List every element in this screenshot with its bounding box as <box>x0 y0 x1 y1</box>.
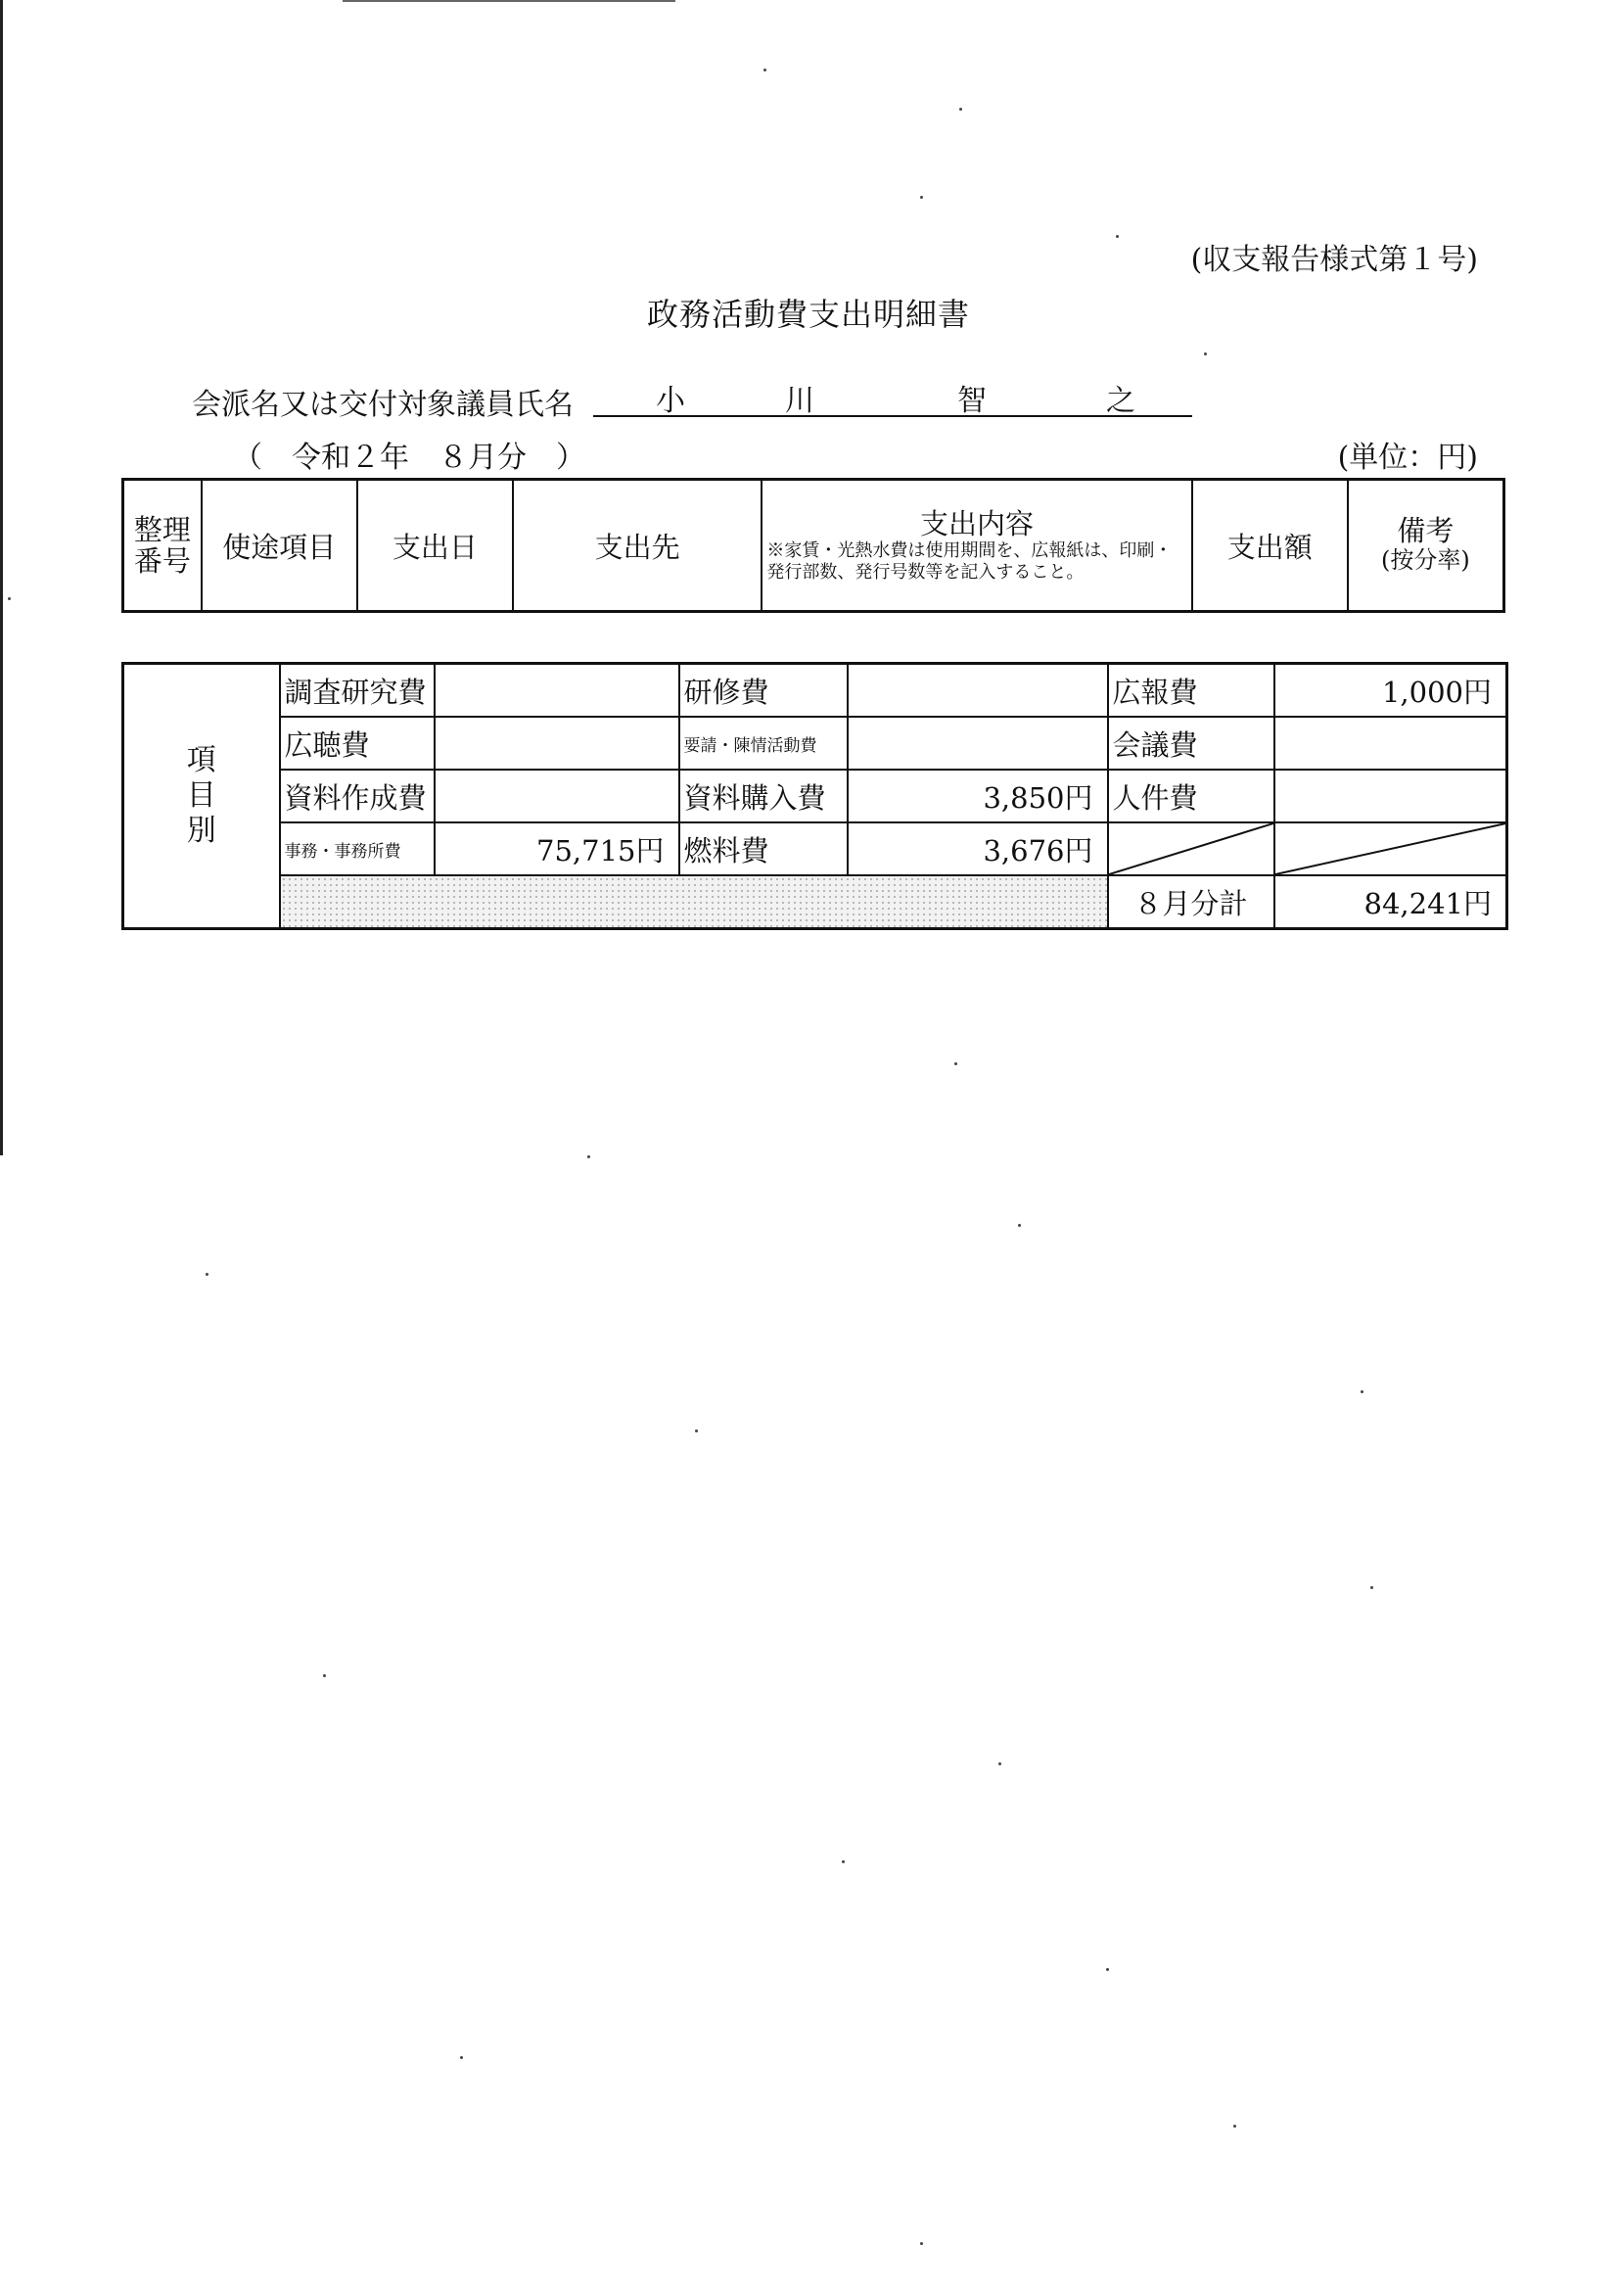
scan-speck <box>695 1429 698 1432</box>
scan-speck <box>1370 1586 1373 1589</box>
diagonal-slash <box>1275 823 1506 874</box>
category-label: 人件費 <box>1108 770 1274 822</box>
scan-edge-line <box>0 0 3 1155</box>
category-label: 調査研究費 <box>280 664 435 718</box>
scan-speck <box>323 1674 326 1677</box>
category-amount <box>435 717 679 770</box>
scan-speck <box>763 69 766 71</box>
reporting-period: （ 令和２年 ８月分 ） <box>233 441 585 475</box>
scan-speck <box>842 1860 845 1863</box>
category-label: 広聴費 <box>280 717 435 770</box>
name-char-2: 川 <box>785 384 814 418</box>
header-use: 使途項目 <box>202 480 357 612</box>
category-label: 資料作成費 <box>280 770 435 822</box>
header-remarks <box>1348 480 1504 612</box>
header-payee: 支出先 <box>513 480 762 612</box>
category-amount <box>1274 717 1507 770</box>
scan-speck <box>460 2056 463 2059</box>
name-char-3: 智 <box>957 384 987 418</box>
category-amount: 1,000円 <box>1274 664 1507 718</box>
header-number-line1: 整理 <box>133 513 191 546</box>
scan-speck <box>920 2242 923 2245</box>
scan-speck <box>1204 352 1207 355</box>
header-amount: 支出額 <box>1192 480 1348 612</box>
unused-cell <box>1108 822 1274 875</box>
name-char-1: 小 <box>656 384 685 418</box>
category-amount: 75,715円 <box>435 822 679 875</box>
category-amount <box>848 664 1108 718</box>
category-label: 要請・陳情活動費 <box>679 717 848 770</box>
document-title: 政務活動費支出明細書 <box>646 296 970 333</box>
scan-speck <box>206 1273 208 1276</box>
header-remarks-sub: (按分率) <box>1381 546 1470 574</box>
category-summary-table <box>121 662 1508 930</box>
unused-cell <box>1274 822 1507 875</box>
header-date: 支出日 <box>357 480 513 612</box>
header-number-line2: 番号 <box>133 544 191 578</box>
total-amount: 84,241円 <box>1274 875 1507 929</box>
header-content-note: ※家賃・光熱水費は使用期間を、広報紙は、印刷・発行部数、発行号数等を記入すること。 <box>766 540 1173 583</box>
form-number: (収支報告様式第１号) <box>1190 243 1478 277</box>
category-amount <box>435 770 679 822</box>
category-label: 燃料費 <box>679 822 848 875</box>
scan-speck <box>954 1062 957 1065</box>
category-label: 広報費 <box>1108 664 1274 718</box>
header-content-title: 支出内容 <box>920 507 1035 540</box>
unit-label: (単位：円) <box>1337 441 1478 475</box>
header-content <box>762 480 1191 612</box>
scan-speck <box>920 196 923 199</box>
category-amount: 3,676円 <box>848 822 1108 875</box>
category-label: 資料購入費 <box>679 770 848 822</box>
header-remarks-title: 備考 <box>1397 514 1455 547</box>
expense-detail-header-table <box>121 478 1505 613</box>
category-label: 会議費 <box>1108 717 1274 770</box>
diagonal-slash <box>1109 823 1273 874</box>
scan-speck <box>1361 1390 1363 1393</box>
category-amount: 3,850円 <box>848 770 1108 822</box>
redacted-area <box>280 875 1108 929</box>
scan-speck <box>998 1762 1001 1765</box>
category-label: 研修費 <box>679 664 848 718</box>
category-group-label <box>123 664 280 929</box>
category-amount <box>435 664 679 718</box>
header-number <box>123 480 202 612</box>
scan-speck <box>1106 1968 1109 1971</box>
name-label: 会派名又は交付対象議員氏名 <box>192 388 574 422</box>
scan-speck <box>1233 2125 1236 2128</box>
member-name <box>593 376 1192 417</box>
name-char-4: 之 <box>1106 384 1135 418</box>
scan-speck <box>587 1155 590 1158</box>
scan-top-line <box>343 0 675 2</box>
group-char-1: 項 <box>186 743 216 777</box>
category-amount <box>1274 770 1507 822</box>
scan-speck <box>8 597 11 600</box>
group-char-3: 別 <box>186 814 216 848</box>
scan-speck <box>1116 235 1119 238</box>
category-amount <box>848 717 1108 770</box>
scan-speck <box>1018 1224 1021 1227</box>
group-char-2: 目 <box>186 778 216 813</box>
scan-speck <box>959 108 962 111</box>
category-label: 事務・事務所費 <box>280 822 435 875</box>
total-label: ８月分計 <box>1108 875 1274 929</box>
